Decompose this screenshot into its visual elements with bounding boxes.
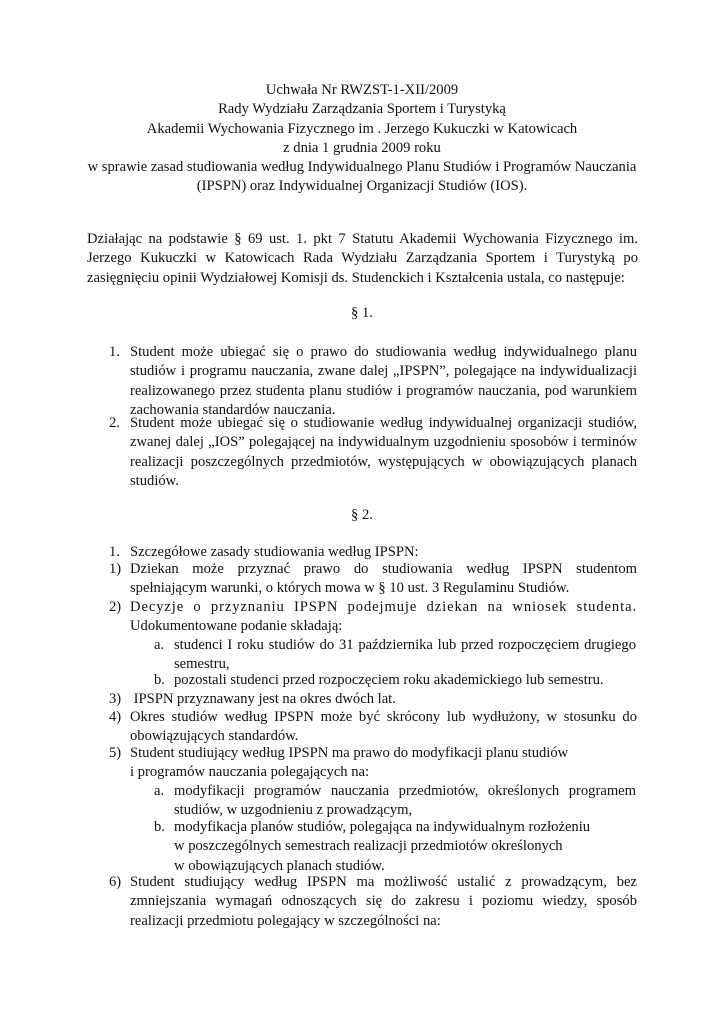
item-text <box>174 818 636 876</box>
intro-line: zasięgnięciu opinii Wydziałowej Komisji ds. Studenckich i Kształcenia ustala, co następuje: <box>87 269 625 286</box>
item-text: pozostali studenci przed rozpoczęciem roku akademickiego lub semestru. <box>174 672 604 688</box>
text-line: obowiązujących standardów. <box>130 728 299 745</box>
text-line: semestru, <box>174 656 230 673</box>
text-line: zwanej dalej „IOS” polegającej na indywidualnym uzgodnieniu sposobów i terminów <box>130 434 637 451</box>
text-line: realizacji poszczególnych przedmiotów, występujących w obowiązujących planach <box>130 453 637 470</box>
item-number: 1. <box>109 344 120 360</box>
intro-line: Jerzego Kukuczki w Katowicach Rada Wydziału Zarządzania Sportem i Turystyką po <box>87 250 638 267</box>
resolution-date: z dnia 1 grudnia 2009 roku <box>283 139 441 156</box>
text-line: Okres studiów według IPSPN może być skrócony lub wydłużony, w stosunku do <box>130 709 637 725</box>
text-line: studenci I roku studiów do 31 października lub przed rozpoczęciem drugiego <box>174 637 636 653</box>
item-number: 1) <box>109 561 122 577</box>
item-text <box>130 744 637 783</box>
item-text <box>130 414 637 491</box>
item-text <box>130 598 637 637</box>
text-line: Udokumentowane podanie składają: <box>130 618 343 635</box>
section-1-title: § 1. <box>351 305 373 321</box>
item-number: 2) <box>109 599 122 615</box>
text-line: studiów, w uzgodnieniu z prowadzącym, <box>174 802 413 819</box>
text-line: studiów i programu nauczania, zwane dalej „IPSPN”, polegające na indywidualizacji <box>130 363 637 380</box>
resolution-number: Uchwała Nr RWZST-1-XII/2009 <box>265 82 459 98</box>
resolution-subject: w sprawie zasad studiowania według Indywidualnego Planu Studiów i Programów Nauczania <box>87 159 637 176</box>
text-line: realizowanego przez studenta planu studiów i programów nauczania, pod warunkiem <box>130 382 637 399</box>
text-line: Student studiujący według IPSPN ma możliwość ustalić z prowadzącym, bez <box>130 874 637 890</box>
council-name: Rady Wydziału Zarządzania Sportem i Turystyką <box>218 101 506 118</box>
item-text <box>130 708 637 747</box>
section-2-title: § 2. <box>351 507 373 523</box>
item-text <box>174 782 636 821</box>
item-letter: a. <box>154 637 165 653</box>
text-line: Student może ubiegać się o studiowanie według indywidualnej organizacji studiów, <box>130 415 637 431</box>
text-line: studiów. <box>130 472 179 489</box>
text-line: modyfikacji programów nauczania przedmiotów, określonych programem <box>174 783 636 799</box>
item-text: Szczegółowe zasady studiowania według IPSPN: <box>130 544 419 560</box>
text-line: zachowania standardów nauczania. <box>130 401 336 418</box>
text-line: spełniającym warunki, o których mowa w § 10 ust. 3 Regulaminu Studiów. <box>130 580 570 597</box>
item-number: 2. <box>109 415 120 431</box>
academy-name: Akademii Wychowania Fizycznego im . Jerzego Kukuczki w Katowicach <box>146 120 578 137</box>
item-letter: b. <box>154 819 165 835</box>
item-text: IPSPN przyznawany jest na okres dwóch lat. <box>130 691 396 707</box>
item-number: 3) <box>109 691 122 707</box>
item-number: 5) <box>109 745 122 761</box>
text-line: Decyzje o przyznaniu IPSPN podejmuje dziekan na wniosek studenta. <box>130 599 637 615</box>
text-line: w obowiązujących planach studiów. <box>174 857 385 874</box>
item-text <box>130 343 637 420</box>
text-line: w poszczególnych semestrach realizacji przedmiotów określonych <box>174 838 563 855</box>
item-letter: b. <box>154 672 165 688</box>
text-line: i programów nauczania polegających na: <box>130 764 370 781</box>
intro-line: Działając na podstawie § 69 ust. 1. pkt 7 Statutu Akademii Wychowania Fizycznego im. <box>87 231 638 247</box>
resolution-subject-cont: (IPSPN) oraz Indywidualnej Organizacji Studiów (IOS). <box>196 178 528 195</box>
text-line: zmniejszania wymagań odnoszących się do zakresu i poziomu wiedzy, sposób <box>130 893 637 910</box>
item-number: 4) <box>109 709 122 725</box>
text-line: Dziekan może przyznać prawo do studiowania według IPSPN studentom <box>130 561 637 577</box>
item-letter: a. <box>154 783 165 799</box>
resolution-header <box>60 81 664 197</box>
item-text <box>130 560 637 599</box>
item-text <box>174 636 636 675</box>
text-line: realizacji przedmiotu polegający w szczególności na: <box>130 912 441 929</box>
item-number: 1. <box>109 544 120 560</box>
text-line: modyfikacja planów studiów, polegająca na indywidualnym rozłożeniu <box>174 819 591 835</box>
text-line: Student może ubiegać się o prawo do studiowania według indywidualnego planu <box>130 344 637 360</box>
item-number: 6) <box>109 874 122 890</box>
text-line: Student studiujący według IPSPN ma prawo do modyfikacji planu studiów <box>130 745 569 761</box>
item-text <box>130 873 637 931</box>
intro-paragraph <box>87 230 638 288</box>
